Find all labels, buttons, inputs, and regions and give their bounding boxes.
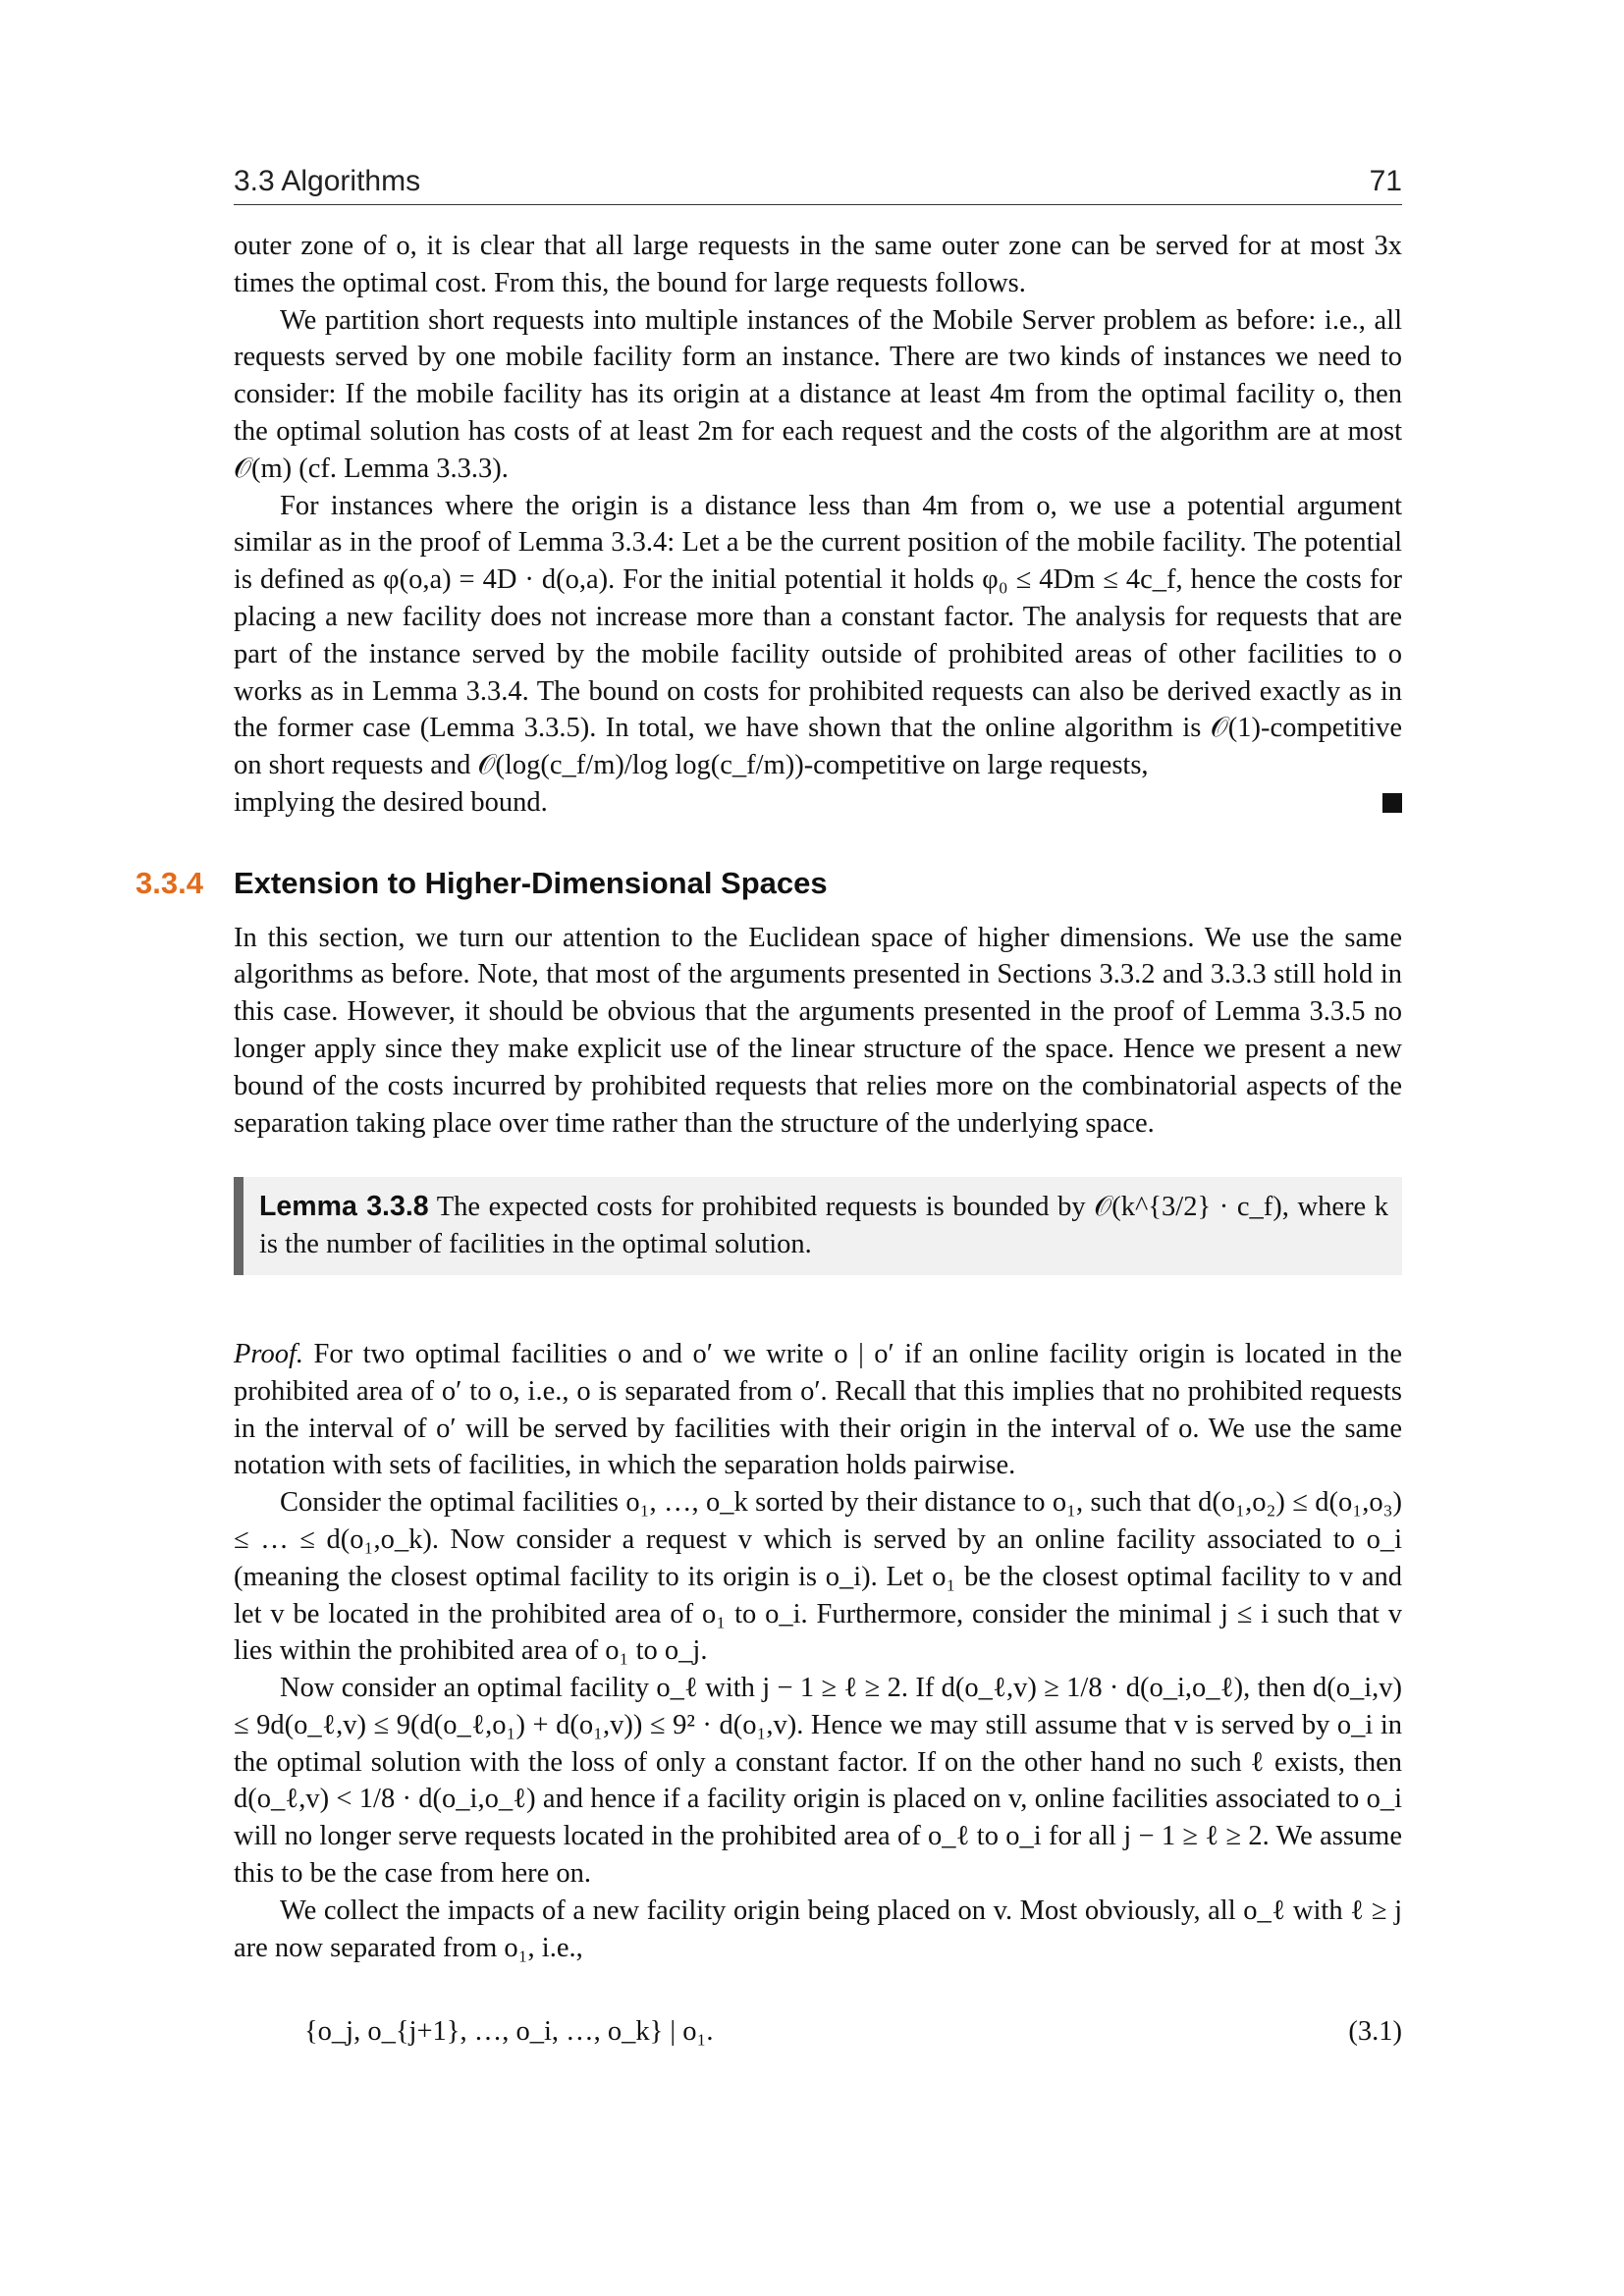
paragraph-short-requests: We partition short requests into multiple instances of the Mobile Server problem as before: i.e., all requests served by one mobile facility form an instance. There are two kinds of instances we need to consider: If the mobile facility has its origin at a distance at least 4m from the optimal facility o, then the optimal solution has costs of at least 2m for each request and the costs of the algorithm are at most 𝒪(m) (cf. Lemma 3.3.3). — [234, 304, 1402, 484]
body-text — [135, 228, 1403, 2051]
qed-square-icon — [1382, 793, 1402, 813]
section-title: Extension to Higher-Dimensional Spaces — [234, 865, 828, 900]
page-number: 71 — [1369, 165, 1402, 197]
proof-paragraph-3: Now consider an optimal facility o_ℓ with j − 1 ≥ ℓ ≥ 2. If d(o_ℓ,v) ≥ 1/8 · d(o_i,o_ℓ), then d(o_i,v) ≤ 9d(o_ℓ,v) ≤ 9(d(o_ℓ,o₁) + d(o₁,v)) ≤ 9² · d(o₁,v). Hence we may still assume that v is served by o_i in the optimal solution with the loss of only a constant factor. If on the other hand no such ℓ exists, then d(o_ℓ,v) < 1/8 · d(o_i,o_ℓ) and hence if a facility origin is placed on v, online facilities associated to o_i will no longer serve requests located in the prohibited area of o_ℓ to o_i for all j − 1 ≥ ℓ ≥ 2. We assume this to be the case from here on. — [234, 1673, 1402, 1890]
proof-label: Proof. — [234, 1338, 303, 1369]
paragraph-potential-argument: For instances where the origin is a distance less than 4m from o, we use a potential argument similar as in the proof of Lemma 3.3.4: Let a be the current position of the mobile facility. The potential is defined as φ(o,a) = 4D · d(o,a). For the initial potential it holds φ₀ ≤ 4Dm ≤ 4c_f, hence the costs for placing a new facility does not increase more than a constant factor. The analysis for requests that are part of the instance served by the mobile facility outside of prohibited areas of other facilities to o works as in Lemma 3.3.4. The bound on costs for prohibited requests can also be derived exactly as in the former case (Lemma 3.3.5). In total, we have shown that the online algorithm is 𝒪(1)-competitive on short requests and 𝒪(log(c_f/m)/log log(c_f/m))-competitive on large requests, — [234, 490, 1402, 781]
header-section-title: 3.3 Algorithms — [234, 165, 421, 197]
proof-paragraph-4: We collect the impacts of a new facility origin being placed on v. Most obviously, all o_ℓ with ℓ ≥ j are now separated from o₁, i.e., — [234, 1895, 1402, 1963]
equation-expression: {o_j, o_{j+1}, …, o_i, …, o_k} | o₁. — [304, 2016, 714, 2048]
proof-paragraph-1 — [234, 1336, 1402, 1484]
section-intro: In this section, we turn our attention to the Euclidean space of higher dimensions. We use the same algorithms as before. Note, that most of the arguments presented in Sections 3.3.2 and 3.3.3 still hold in this case. However, it should be obvious that the arguments presented in the proof of Lemma 3.3.5 no longer apply since they make explicit use of the linear structure of the space. Hence we present a new bound of the costs incurred by prohibited requests that relies more on the combinatorial aspects of the separation taking place over time rather than the structure of the underlying space. — [234, 922, 1402, 1139]
equation-tag: (3.1) — [1348, 2016, 1402, 2048]
equation-3-1 — [234, 2013, 1402, 2051]
lemma-box — [234, 1177, 1402, 1275]
section-heading — [135, 865, 1402, 902]
lemma-label: Lemma 3.3.8 — [259, 1191, 429, 1223]
paragraph-continuation: outer zone of o, it is clear that all large requests in the same outer zone can be served for at most 3x times the optimal cost. From this, the bound for large requests follows. — [234, 231, 1402, 298]
proof-paragraph-2: Consider the optimal facilities o₁, …, o_k sorted by their distance to o₁, such that d(o₁,o₂) ≤ d(o₁,o₃) ≤ … ≤ d(o₁,o_k). Now consider a request v which is served by an online facility associated to o_i (meaning the closest optimal facility to its origin is o_i). Let o₁ be the closest optimal facility to v and let v be located in the prohibited area of o₁ to o_i. Furthermore, consider the minimal j ≤ i such that v lies within the prohibited area of o₁ to o_j. — [234, 1487, 1402, 1667]
section-number: 3.3.4 — [135, 865, 203, 900]
qed-line — [234, 784, 1402, 822]
qed-line-text: implying the desired bound. — [234, 786, 548, 818]
proof-paragraph-1-text: For two optimal facilities o and o′ we write o | o′ if an online facility origin is located in the prohibited area of o′ to o, i.e., o is separated from o′. Recall that this implies that no prohibited requests in the interval of o′ will be served by facilities with their origin in the interval of o. We use the same notation with sets of facilities, in which the separation holds pairwise. — [234, 1338, 1403, 1481]
running-header — [234, 165, 1402, 205]
lemma-text: The expected costs for prohibited requests is bounded by 𝒪(k^{3/2} · c_f), where k is the number of facilities in the optimal solution. — [259, 1192, 1388, 1260]
